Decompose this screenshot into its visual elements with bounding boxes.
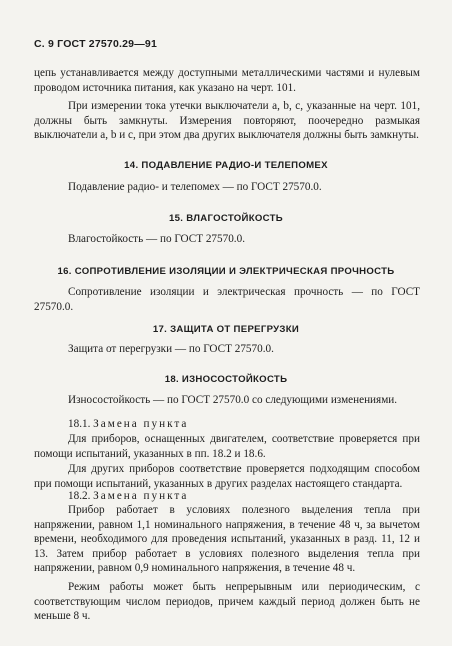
section-16-text: Сопротивление изоляции и электрическая прочность — по ГОСТ 27570.0. <box>34 286 420 313</box>
clause-18-2-title <box>34 489 420 504</box>
section-17-heading: 17. ЗАЩИТА ОТ ПЕРЕГРУЗКИ <box>152 324 300 335</box>
clause-18-1-paragraph-motor: Для приборов, оснащенных двигателем, соответствие проверяется при помощи испытаний, указанных в пп. 18.2 и 18.6. <box>34 433 420 460</box>
section-15-heading: 15. ВЛАГОСТОЙКОСТЬ <box>169 213 283 224</box>
clause-18-1-title <box>34 417 420 432</box>
paragraph-continuation: цепь устанавливается между доступными металлическими частями и нулевым проводом источника питания, как указано на черт. 101. <box>34 67 420 94</box>
paragraph-leakage-current: При измерении тока утечки выключатели a, b, c, указанные на черт. 101, должны быть замкнуты. Измерения повторяют, поочередно размыкая выключатели a, b и c, при этом два других выключателя должны быть замкнуты. <box>34 100 420 142</box>
running-head: С. 9 ГОСТ 27570.29—91 <box>34 38 157 50</box>
clause-18-2-paragraph-operation: Прибор работает в условиях полезного выделения тепла при напряжении, равном 1,1 номинального напряжения, в течение 48 ч, за вычетом времени, необходимого для проведения испытаний, указанных в разд. 11, 12 и 13. Затем прибор работает в условиях полезного выделения тепла при напряжении, равном 0,9 номинального напряжения, в течение 48 ч. <box>34 504 420 575</box>
section-18-text: Износостойкость — по ГОСТ 27570.0 со следующими изменениями. <box>68 394 398 406</box>
clause-18-1-paragraph-other: Для других приборов соответствие проверяется подходящим способом при помощи испытаний, указанных в других разделах настоящего стандарта. <box>34 463 420 490</box>
clause-18-2-number: 18.2. <box>68 490 91 502</box>
section-15-text: Влагостойкость — по ГОСТ 27570.0. <box>68 233 245 245</box>
section-17-text: Защита от перегрузки — по ГОСТ 27570.0. <box>68 343 274 355</box>
clause-18-2-paragraph-mode: Режим работы может быть непрерывным или периодическим, с соответствующим числом периодов, причем каждый период должен быть не меньше 8 ч. <box>34 581 420 623</box>
section-16-heading: 16. СОПРОТИВЛЕНИЕ ИЗОЛЯЦИИ И ЭЛЕКТРИЧЕСКАЯ ПРОЧНОСТЬ <box>57 266 395 277</box>
clause-18-1-label: Замена пункта <box>93 418 189 430</box>
clause-18-2-label: Замена пункта <box>93 490 189 502</box>
section-14-text: Подавление радио- и телепомех — по ГОСТ 27570.0. <box>68 181 322 193</box>
section-18-heading: 18. ИЗНОСОСТОЙКОСТЬ <box>164 374 288 385</box>
section-14-heading: 14. ПОДАВЛЕНИЕ РАДИО-И ТЕЛЕПОМЕХ <box>124 160 328 171</box>
clause-18-1-number: 18.1. <box>68 418 91 430</box>
